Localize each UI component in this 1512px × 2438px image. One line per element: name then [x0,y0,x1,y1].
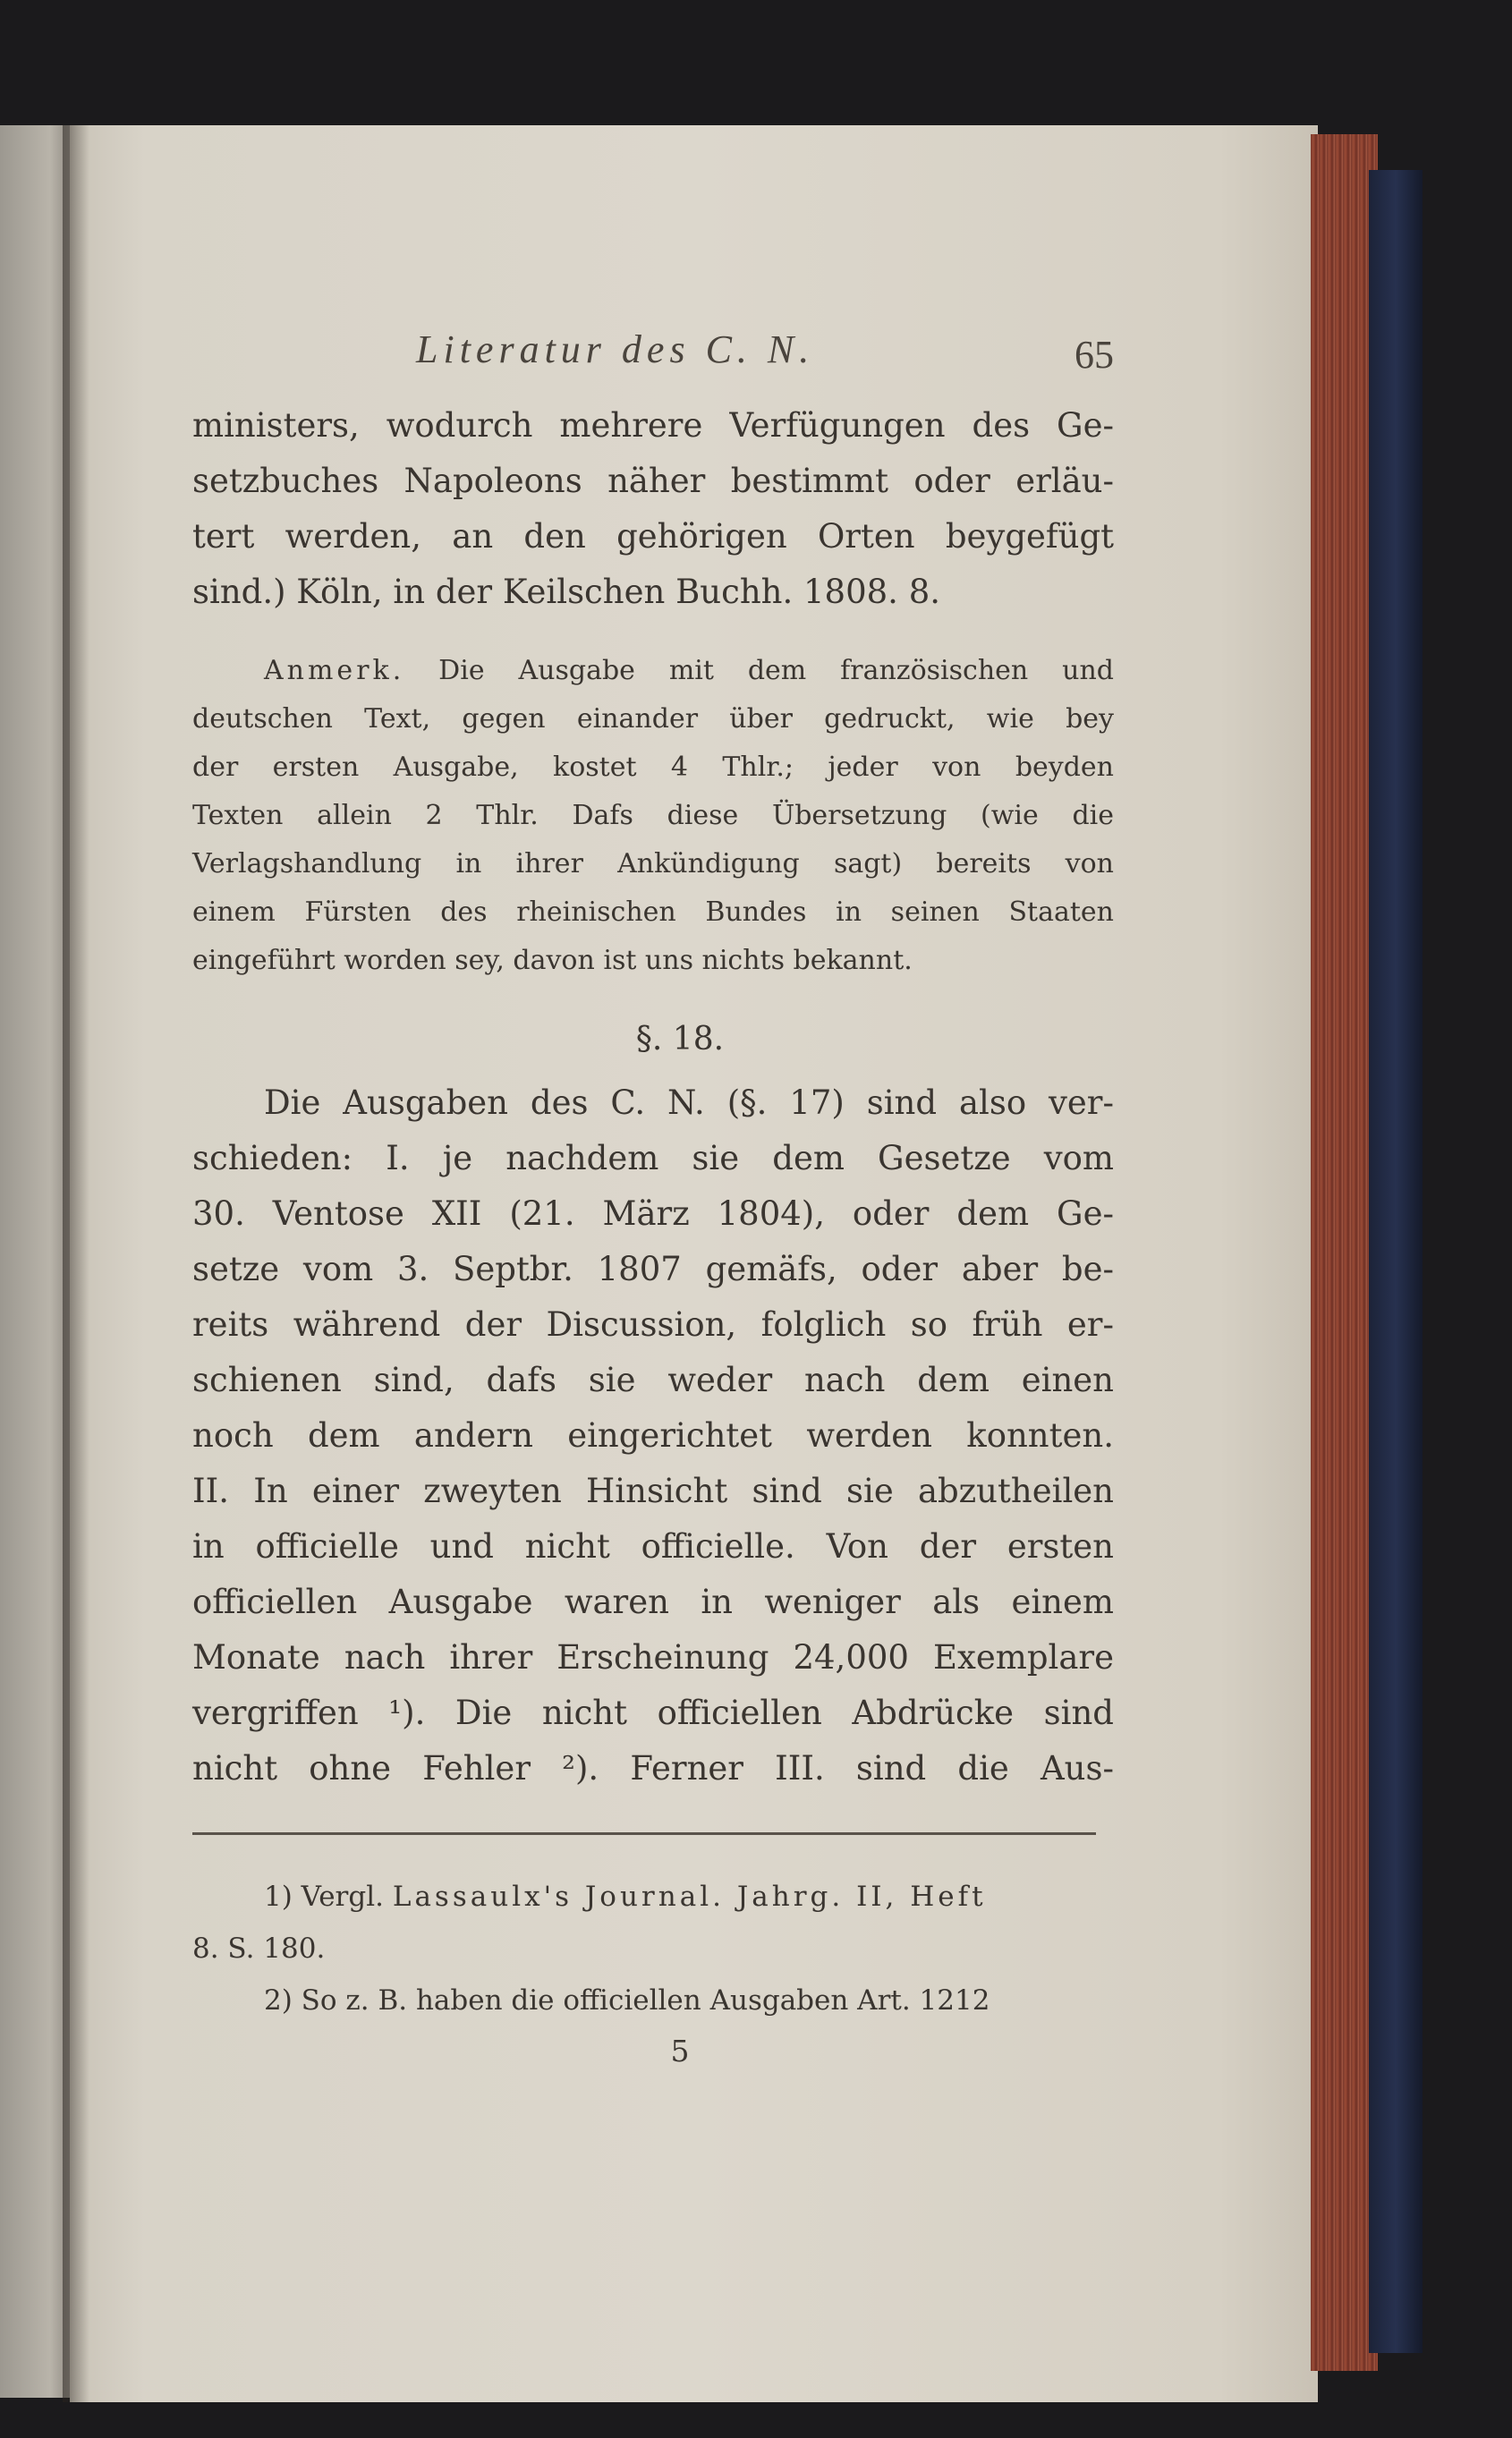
page-number: 65 [1075,333,1114,377]
gutter-shadow [63,125,89,2402]
text-line: nicht ohne Fehler ²). Ferner III. sind die Aus- [192,1749,1114,1788]
note-line: Texten allein 2 Thlr. Dafs diese Übersetzung (wie die [192,800,1114,831]
note-line: deutschen Text, gegen einander über gedruckt, wie bey [192,703,1114,735]
footnote-1-prefix: 1) Vergl. [264,1881,393,1913]
text-block [192,327,1114,2068]
footnote-2: 2) So z. B. haben die officiellen Ausgaben Art. 1212 [264,1984,990,2017]
text-line: Monate nach ihrer Erscheinung 24,000 Exemplare [192,1638,1114,1677]
text-line: ministers, wodurch mehrere Verfügungen des Ge- [192,406,1114,445]
fore-edge [1311,134,1378,2371]
paragraph-1 [192,398,1114,620]
text-line: Die Ausgaben des C. N. (§. 17) sind also ver- [264,1083,1114,1122]
note-line-first [192,647,1114,695]
text-line: setzbuches Napoleons näher bestimmt oder erläu- [192,462,1114,500]
running-header [192,327,1114,398]
text-line: schienen sind, dafs sie weder nach dem einen [192,1361,1114,1399]
text-line: tert werden, an den gehörigen Orten beygefügt [192,517,1114,556]
text-line: officiellen Ausgabe waren in weniger als einem [192,1583,1114,1621]
book-cover [1369,170,1423,2353]
note-line: Verlagshandlung in ihrer Ankündigung sagt) bereits von [192,848,1114,879]
text-line: schieden: I. je nachdem sie dem Gesetze vom [192,1139,1114,1177]
section-heading: §. 18. [635,1021,725,1058]
text-line: 30. Ventose XII (21. März 1804), oder dem Ge- [192,1194,1114,1233]
text-line: II. In einer zweyten Hinsicht sind sie abzutheilen [192,1472,1114,1510]
left-page-edge [0,125,72,2398]
text-line: in officielle und nicht officielle. Von der ersten [192,1527,1114,1566]
footnotes [192,1871,1114,2026]
running-title: Literatur des C. N. [416,327,815,371]
note-line: eingeführt worden sey, davon ist uns nichts bekannt. [192,945,913,976]
footnote-rule [192,1832,1096,1835]
text-line: reits während der Discussion, folglich so früh er- [192,1305,1114,1344]
text-line: setze vom 3. Septbr. 1807 gemäfs, oder aber be- [192,1250,1114,1288]
text-line: sind.) Köln, in der Keilschen Buchh. 1808. 8. [192,573,941,611]
note-line: einem Fürsten des rheinischen Bundes in seinen Staaten [192,896,1114,928]
paragraph-2 [192,1075,1114,1797]
note-line: der ersten Ausgabe, kostet 4 Thlr.; jeder von beyden [192,752,1114,783]
text-line: vergriffen ¹). Die nicht officiellen Abdrücke sind [192,1694,1114,1732]
footnote-1-continued: 8. S. 180. [192,1933,326,1965]
note-text: Die Ausgabe mit dem französischen und [438,655,1114,686]
note-label: Anmerk. [264,655,405,686]
annotation [192,647,1114,985]
signature-mark: 5 [670,2034,690,2068]
footnote-1 [192,1871,1114,1923]
text-line: noch dem andern eingerichtet werden konnten. [192,1416,1114,1455]
footnote-1-journal: Lassaulx's Journal. Jahrg. II, Heft [392,1881,987,1913]
